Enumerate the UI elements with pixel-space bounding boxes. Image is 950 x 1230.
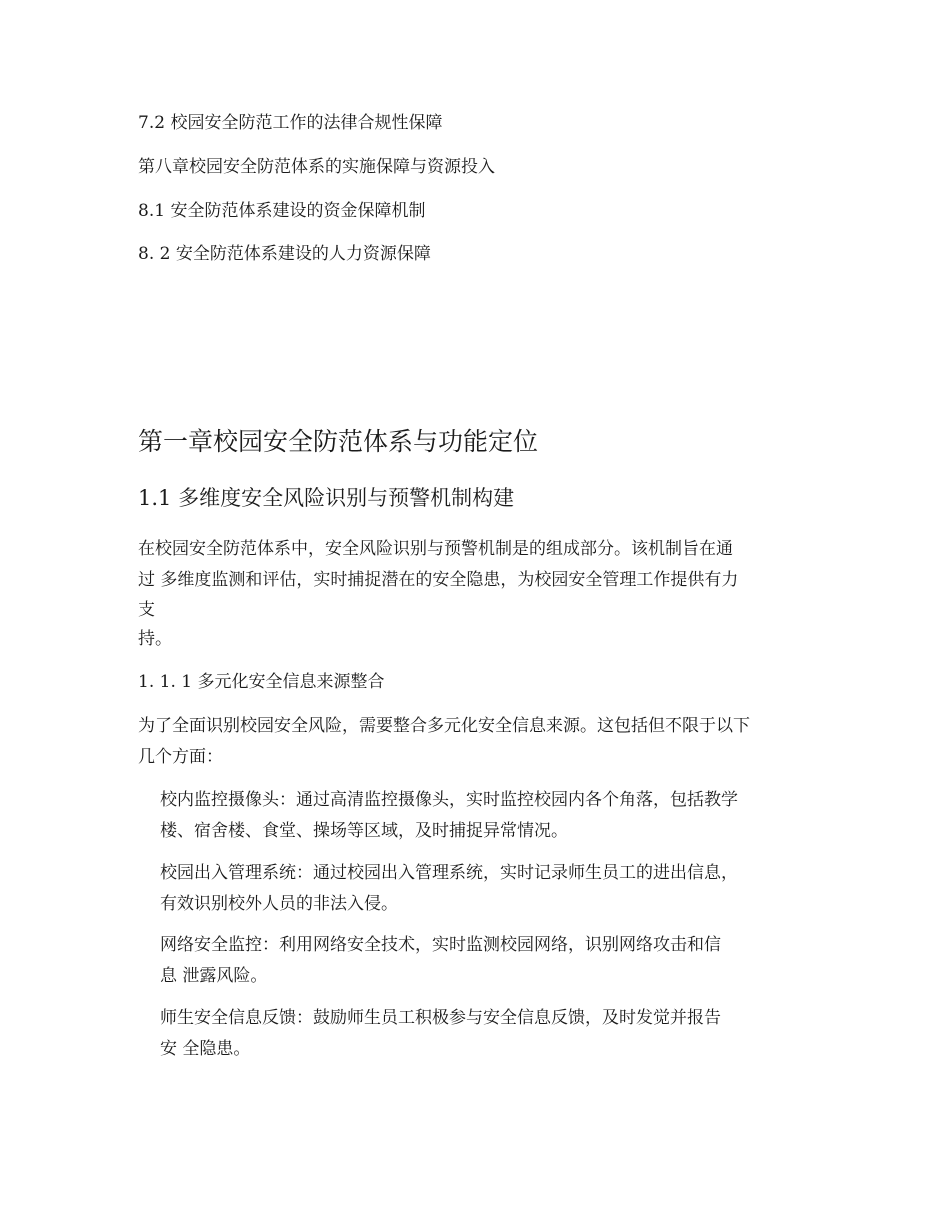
list-item-line: 安 全隐患。 [160,1039,251,1059]
toc-entry-7-2: 7.2 校园安全防范工作的法律合规性保障 [138,113,443,133]
toc-entry-8-1: 8.1 安全防范体系建设的资金保障机制 [138,201,426,221]
section-title: 1.1 多维度安全风险识别与预警机制构建 [138,486,515,510]
paragraph-line: 支 [138,600,155,620]
list-item-line: 息 泄露风险。 [160,966,268,986]
list-item-line: 师生安全信息反馈：鼓励师生员工积极参与安全信息反馈，及时发觉并报告 [160,1008,721,1028]
list-item-line: 有效识别校外人员的非法入侵。 [160,894,398,914]
list-item-line: 网络安全监控：利用网络安全技术，实时监测校园网络，识别网络攻击和信 [160,935,721,955]
paragraph-line: 在校园安全防范体系中，安全风险识别与预警机制是的组成部分。该机制旨在通 [138,539,733,559]
paragraph-line: 过 多维度监测和评估，实时捕捉潜在的安全隐患，为校园安全管理工作提供有力 [138,570,739,590]
paragraph-line: 持。 [138,629,172,649]
chapter-title: 第一章校园安全防范体系与功能定位 [138,427,539,456]
list-item-line: 校内监控摄像头：通过高清监控摄像头，实时监控校园内各个角落，包括教学 [160,790,738,810]
list-item-line: 校园出入管理系统：通过校园出入管理系统，实时记录师生员工的进出信息， [160,863,738,883]
subsection-title: 1. 1. 1 多元化安全信息来源整合 [138,672,385,692]
toc-entry-8-2: 8. 2 安全防范体系建设的人力资源保障 [138,244,431,264]
paragraph-line: 几个方面： [138,747,223,767]
list-item-line: 楼、宿舍楼、食堂、操场等区域，及时捕捉异常情况。 [160,821,568,841]
paragraph-line: 为了全面识别校园安全风险，需要整合多元化安全信息来源。这包括但不限于以下 [138,716,750,736]
toc-entry-chapter-8: 第八章校园安全防范体系的实施保障与资源投入 [138,157,495,177]
